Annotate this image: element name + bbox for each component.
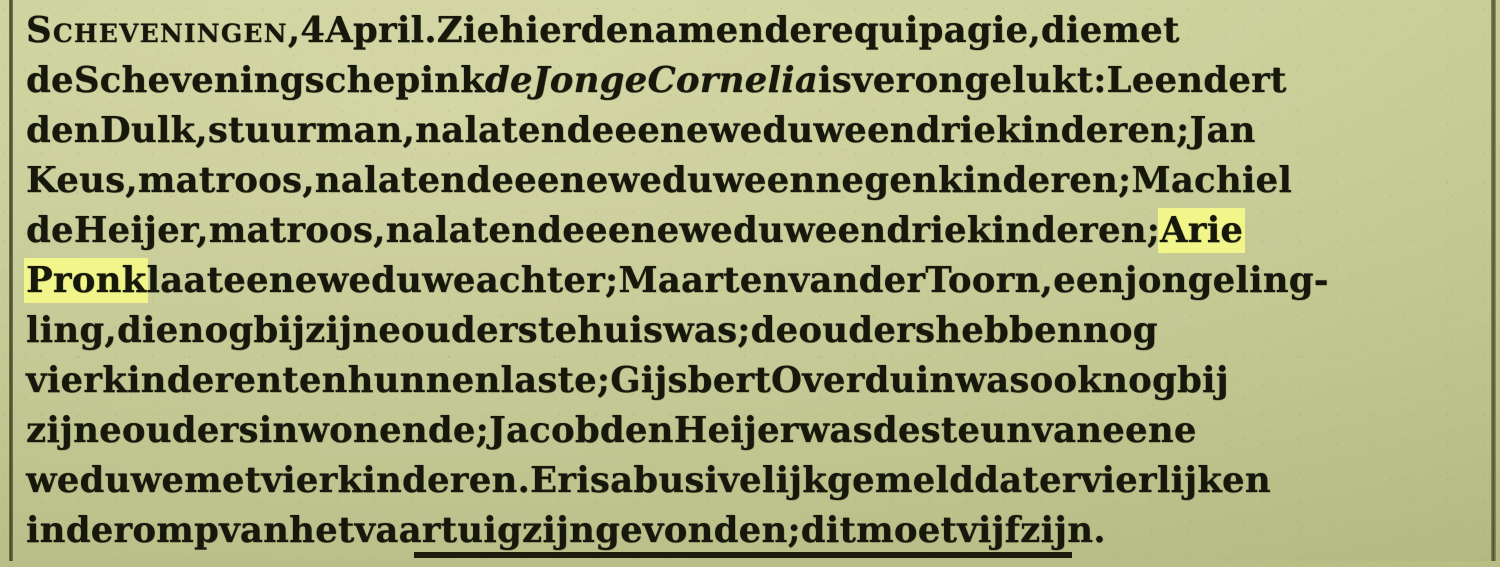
article-word: steun xyxy=(920,410,1033,451)
article-word: en xyxy=(837,210,887,251)
article-word: die xyxy=(116,310,179,351)
article-word: eene xyxy=(1102,410,1197,451)
article-word: lijken xyxy=(1156,460,1271,501)
article-word: drie xyxy=(915,110,997,151)
article-word: April. xyxy=(325,10,437,51)
article-word: equipagie, xyxy=(831,10,1041,51)
article-word: Maarten xyxy=(618,260,789,301)
article-word: de xyxy=(65,510,114,551)
article-word: de xyxy=(872,410,921,451)
article-word: nalatende xyxy=(314,160,515,201)
article-word: nog xyxy=(1082,310,1158,351)
article-word: bij xyxy=(1177,360,1229,401)
article-word: inwonende; xyxy=(258,410,489,451)
article-word: weduwe xyxy=(26,460,185,501)
article-word: vier xyxy=(261,460,338,501)
article-word: Scheveningen xyxy=(26,10,288,51)
article-word: kinderen xyxy=(102,360,283,401)
article-line xyxy=(26,256,1458,306)
article-word: Heijer, xyxy=(73,210,209,251)
article-word: bij xyxy=(253,310,306,351)
article-word: eene xyxy=(614,110,709,151)
article-word: negen xyxy=(815,160,939,201)
article-word: in xyxy=(26,510,66,551)
article-word: vier xyxy=(26,360,103,401)
article-word: den xyxy=(26,110,100,151)
article-word: een xyxy=(1053,260,1125,301)
article-word: met xyxy=(184,460,262,501)
article-line xyxy=(26,306,1458,356)
article-word: kinderen; xyxy=(966,210,1161,251)
column-rule-left xyxy=(9,0,13,567)
article-word: die xyxy=(1040,10,1103,51)
article-word: matroos, xyxy=(208,210,386,251)
article-word: laste; xyxy=(500,360,611,401)
article-word: zijn xyxy=(522,510,596,551)
article-line xyxy=(26,506,1458,556)
column-rule-right xyxy=(1491,0,1496,567)
article-word: weduwe xyxy=(708,110,867,151)
article-line xyxy=(26,56,1458,106)
article-word: de xyxy=(26,210,74,251)
highlighted-text: Arie xyxy=(1160,210,1244,251)
article-word: romp xyxy=(113,510,220,551)
article-word: is xyxy=(576,460,611,501)
article-word: van xyxy=(219,510,290,551)
article-word: de xyxy=(484,60,533,101)
article-word: weduwe xyxy=(608,160,767,201)
article-word: hunnen xyxy=(347,360,501,401)
article-word: zijne xyxy=(305,310,402,351)
article-word: vaartuig xyxy=(354,510,522,551)
article-word: Overduin xyxy=(770,360,956,401)
article-word: kinderen; xyxy=(996,110,1190,151)
article-word: ook xyxy=(1029,360,1103,401)
article-word: eene xyxy=(223,260,318,301)
article-word: te xyxy=(537,310,578,351)
article-word: nog xyxy=(1102,360,1177,401)
article-word: de xyxy=(26,60,74,101)
article-line xyxy=(26,106,1458,156)
article-word: nog xyxy=(178,310,254,351)
article-word: moet xyxy=(856,510,958,551)
article-word: het xyxy=(289,510,355,551)
article-word: ouders xyxy=(121,410,259,451)
article-word: de xyxy=(580,10,629,51)
article-word: nalatende xyxy=(415,110,615,151)
article-line xyxy=(26,6,1458,56)
article-word: pink xyxy=(395,60,485,101)
article-word: met xyxy=(1102,10,1180,51)
article-word: zijn. xyxy=(1020,510,1106,551)
article-word: was; xyxy=(663,310,751,351)
article-word: der xyxy=(764,10,832,51)
article-word: verongelukt: xyxy=(851,60,1107,101)
article-word: huis xyxy=(577,310,664,351)
article-word: Jonge xyxy=(532,60,648,101)
article-word: ten xyxy=(282,360,348,401)
article-word: den xyxy=(599,410,674,451)
article-word: nalatende xyxy=(385,210,586,251)
article-word: namen xyxy=(628,10,765,51)
article-word: eene xyxy=(514,160,609,201)
article-word: was xyxy=(798,410,873,451)
article-word: dit xyxy=(800,510,857,551)
article-word: gevonden; xyxy=(595,510,801,551)
article-word: weduwe xyxy=(317,260,476,301)
article-word: ouders xyxy=(401,310,538,351)
article-word: Dulk, xyxy=(99,110,208,151)
page-bottom-edge xyxy=(0,561,1500,567)
article-word: ling, xyxy=(26,310,117,351)
article-line xyxy=(26,156,1458,206)
article-word: hebben xyxy=(935,310,1083,351)
article-word: en xyxy=(866,110,916,151)
article-word: abusivelijk xyxy=(610,460,828,501)
article-word: Scheveningsche xyxy=(73,60,396,101)
article-word: gemeld xyxy=(827,460,975,501)
article-line xyxy=(26,406,1458,456)
article-word: Jacob xyxy=(488,410,600,451)
article-word: er xyxy=(1038,460,1081,501)
article-word: Machiel xyxy=(1131,160,1293,201)
article-word: Jan xyxy=(1189,110,1256,151)
article-line xyxy=(26,356,1458,406)
article-word: van xyxy=(1032,410,1103,451)
article-word: Leendert xyxy=(1106,60,1287,101)
article-word: , xyxy=(287,10,301,51)
article-word: der xyxy=(858,260,926,301)
article-word: en xyxy=(766,160,816,201)
article-word: Er xyxy=(530,460,577,501)
article-word: was xyxy=(955,360,1030,401)
article-line xyxy=(26,456,1458,506)
article-word: van xyxy=(788,260,859,301)
article-body xyxy=(26,6,1458,556)
article-word: Toorn, xyxy=(925,260,1054,301)
article-word: Heijer xyxy=(673,410,799,451)
article-word: jongeling- xyxy=(1124,260,1329,301)
article-word: is xyxy=(818,60,852,101)
article-line xyxy=(26,206,1458,256)
article-word: Keus, xyxy=(26,160,138,201)
section-divider-rule xyxy=(414,552,1072,558)
article-word: Cornelia xyxy=(647,60,819,101)
article-word: laat xyxy=(146,260,224,301)
article-word: achter; xyxy=(475,260,619,301)
article-word: Gijsbert xyxy=(610,360,771,401)
article-word: ouders xyxy=(798,310,936,351)
highlighted-text: Pronk xyxy=(26,260,147,301)
article-word: stuurman, xyxy=(207,110,416,151)
article-word: de xyxy=(750,310,799,351)
article-word: zijne xyxy=(26,410,122,451)
article-word: matroos, xyxy=(137,160,315,201)
article-word: eene xyxy=(585,210,680,251)
article-word: weduwe xyxy=(679,210,838,251)
article-word: vijf xyxy=(957,510,1021,551)
article-word: kinderen; xyxy=(938,160,1132,201)
article-word: vier xyxy=(1080,460,1157,501)
article-word: Ziehier xyxy=(436,10,581,51)
article-word: drie xyxy=(886,210,967,251)
article-word: dat xyxy=(974,460,1039,501)
article-word: 4 xyxy=(300,10,326,51)
article-word: kinderen. xyxy=(337,460,531,501)
